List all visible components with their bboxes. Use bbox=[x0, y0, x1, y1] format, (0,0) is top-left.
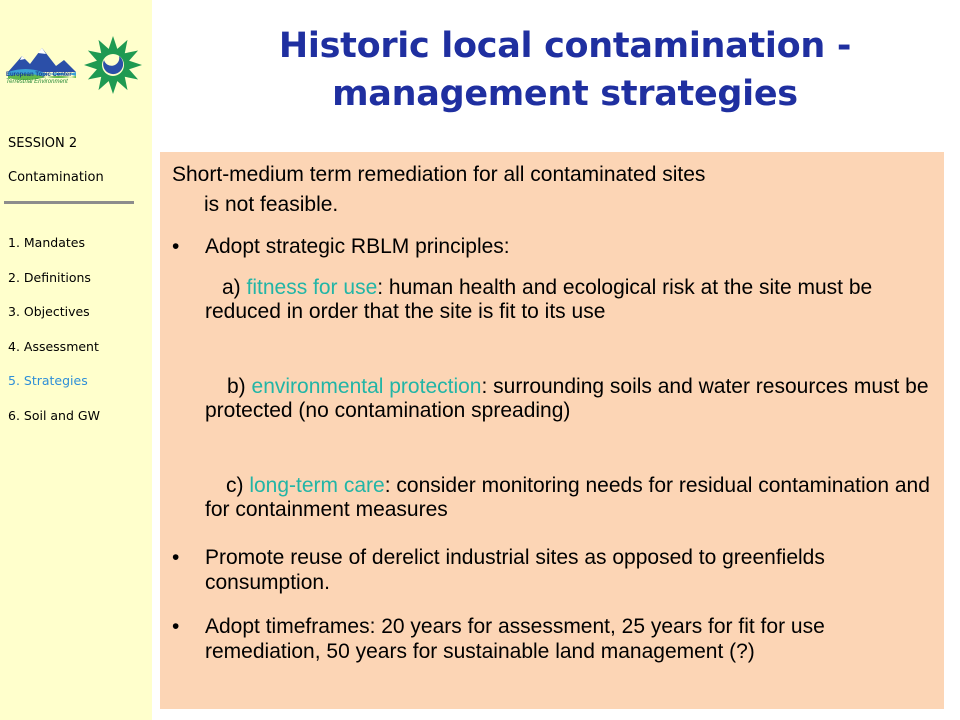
principle-keyword: environmental protection bbox=[251, 375, 482, 398]
intro-line-2: is not feasible. bbox=[204, 193, 339, 216]
bullet-reuse-sites bbox=[172, 545, 922, 595]
logo-area bbox=[0, 30, 152, 100]
session-topic: Contamination bbox=[8, 170, 104, 185]
logo-name: European Topic Center bbox=[6, 72, 72, 78]
bullet-rblm-principles bbox=[172, 234, 942, 259]
principle-text: : consider monitoring needs for residual contamination and for containment measures bbox=[205, 474, 930, 521]
slide-title-line-1: Historic local contamination - bbox=[278, 26, 852, 66]
bullet-dot: • bbox=[172, 235, 180, 258]
logo-caption bbox=[6, 72, 84, 86]
bullet-text: Promote reuse of derelict industrial sites as opposed to greenfields consumption. bbox=[205, 546, 825, 594]
slide-title bbox=[170, 22, 960, 118]
nav-item-definitions[interactable]: 2. Definitions bbox=[8, 269, 91, 285]
nav-item-soil-and-gw[interactable]: 6. Soil and GW bbox=[8, 407, 100, 423]
content-panel bbox=[160, 152, 944, 709]
session-label: SESSION 2 bbox=[8, 136, 78, 151]
session-nav bbox=[8, 233, 148, 440]
principle-environmental-protection bbox=[205, 375, 935, 423]
sidebar-divider bbox=[4, 201, 134, 204]
principle-prefix: c) bbox=[226, 474, 250, 497]
nav-item-strategies[interactable]: 5. Strategies bbox=[8, 373, 88, 388]
nav-item-objectives[interactable]: 3. Objectives bbox=[8, 304, 90, 319]
slide-title-line-2: management strategies bbox=[332, 74, 798, 114]
mountain-logo-icon bbox=[6, 38, 78, 96]
bullet-timeframes bbox=[172, 614, 932, 664]
logo-subtitle: Terrestrial Environment bbox=[6, 79, 68, 85]
principle-text: : human health and ecological risk at the site must be reduced in order that the site is fit to its use bbox=[205, 276, 873, 323]
bullet-text: Adopt timeframes: 20 years for assessment, 25 years for fit for use remediation, 50 years for sustainable land management (?) bbox=[205, 615, 825, 663]
principle-keyword: fitness for use bbox=[246, 276, 378, 299]
bullet-dot: • bbox=[172, 546, 180, 569]
principle-prefix: a) bbox=[222, 276, 247, 299]
nav-item-mandates[interactable]: 1. Mandates bbox=[8, 235, 85, 250]
sunflower-logo-icon bbox=[82, 34, 144, 96]
sidebar bbox=[0, 0, 152, 720]
intro-line-1: Short-medium term remediation for all contaminated sites bbox=[172, 163, 706, 186]
bullet-text: Adopt strategic RBLM principles: bbox=[205, 235, 510, 258]
principle-prefix: b) bbox=[227, 375, 252, 398]
principle-fitness-for-use bbox=[205, 276, 935, 324]
bullet-dot: • bbox=[172, 615, 180, 638]
principle-text: : surrounding soils and water resources must be protected (no contamination spreading) bbox=[205, 375, 929, 422]
nav-item-assessment[interactable]: 4. Assessment bbox=[8, 338, 99, 354]
session-block bbox=[8, 134, 138, 202]
principle-long-term-care bbox=[205, 474, 935, 522]
principle-keyword: long-term care bbox=[249, 474, 385, 497]
intro-paragraph bbox=[172, 160, 942, 220]
